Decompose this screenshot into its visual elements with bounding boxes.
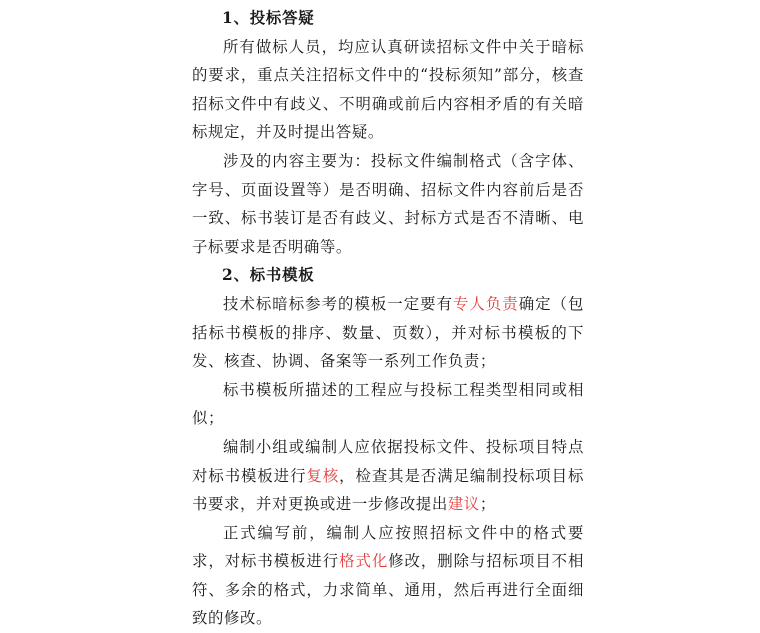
text-run: 涉及的内容主要为：投标文件编制格式（含字体、字号、页面设置等）是否明确、招标文件内容前后是否一致、标书装订是否有歧义、封标方式是否不清晰、电子标要求是否明确等。 [192, 151, 584, 256]
section-1-paragraph-1 [192, 33, 584, 147]
highlighted-text: 格式化 [339, 552, 389, 571]
text-run: 技术标暗标参考的模板一定要有 [223, 294, 453, 313]
text-run: ，检查其是否满足编制投标项目标书要求，并对更换或进一步修改提出 [192, 466, 584, 514]
section-2-paragraph-1 [192, 290, 584, 376]
text-run: 标书模板所描述的工程应与投标工程类型相同或相似； [192, 380, 584, 428]
text-run: 编制小组或编制人应依据投标文件、投标项目特点对标书模板进行 [192, 437, 584, 485]
section-2-paragraph-3 [192, 433, 584, 519]
highlighted-text: 建议 [447, 495, 480, 514]
document-body [192, 4, 584, 633]
section-1-heading: 1、投标答疑 [222, 9, 315, 27]
section-2-heading: 2、标书模板 [222, 266, 315, 285]
text-run: 所有做标人员，均应认真研读招标文件中关于暗标的要求，重点关注招标文件中的“投标须知”部分，核查招标文件中有歧义、不明确或前后内容相矛盾的有关暗标规定，并及时提出答疑。 [192, 37, 584, 142]
section-2-paragraph-4 [192, 519, 584, 633]
section-2-paragraph-2 [192, 376, 584, 433]
highlighted-text: 专人负责 [453, 294, 519, 313]
text-run: 确定（包括标书模板的排序、数量、页数），并对标书模板的下发、核查、协调、备案等一系列工作负责； [192, 294, 584, 371]
text-run: ； [479, 495, 496, 514]
highlighted-text: 复核 [306, 466, 340, 485]
text-run: 修改，删除与招标项目不相符、多余的格式，力求简单、通用，然后再进行全面细致的修改。 [192, 552, 584, 628]
section-1-paragraph-2 [192, 147, 584, 261]
text-run: 正式编写前，编制人应按照招标文件中的格式要求，对标书模板进行 [192, 523, 584, 571]
